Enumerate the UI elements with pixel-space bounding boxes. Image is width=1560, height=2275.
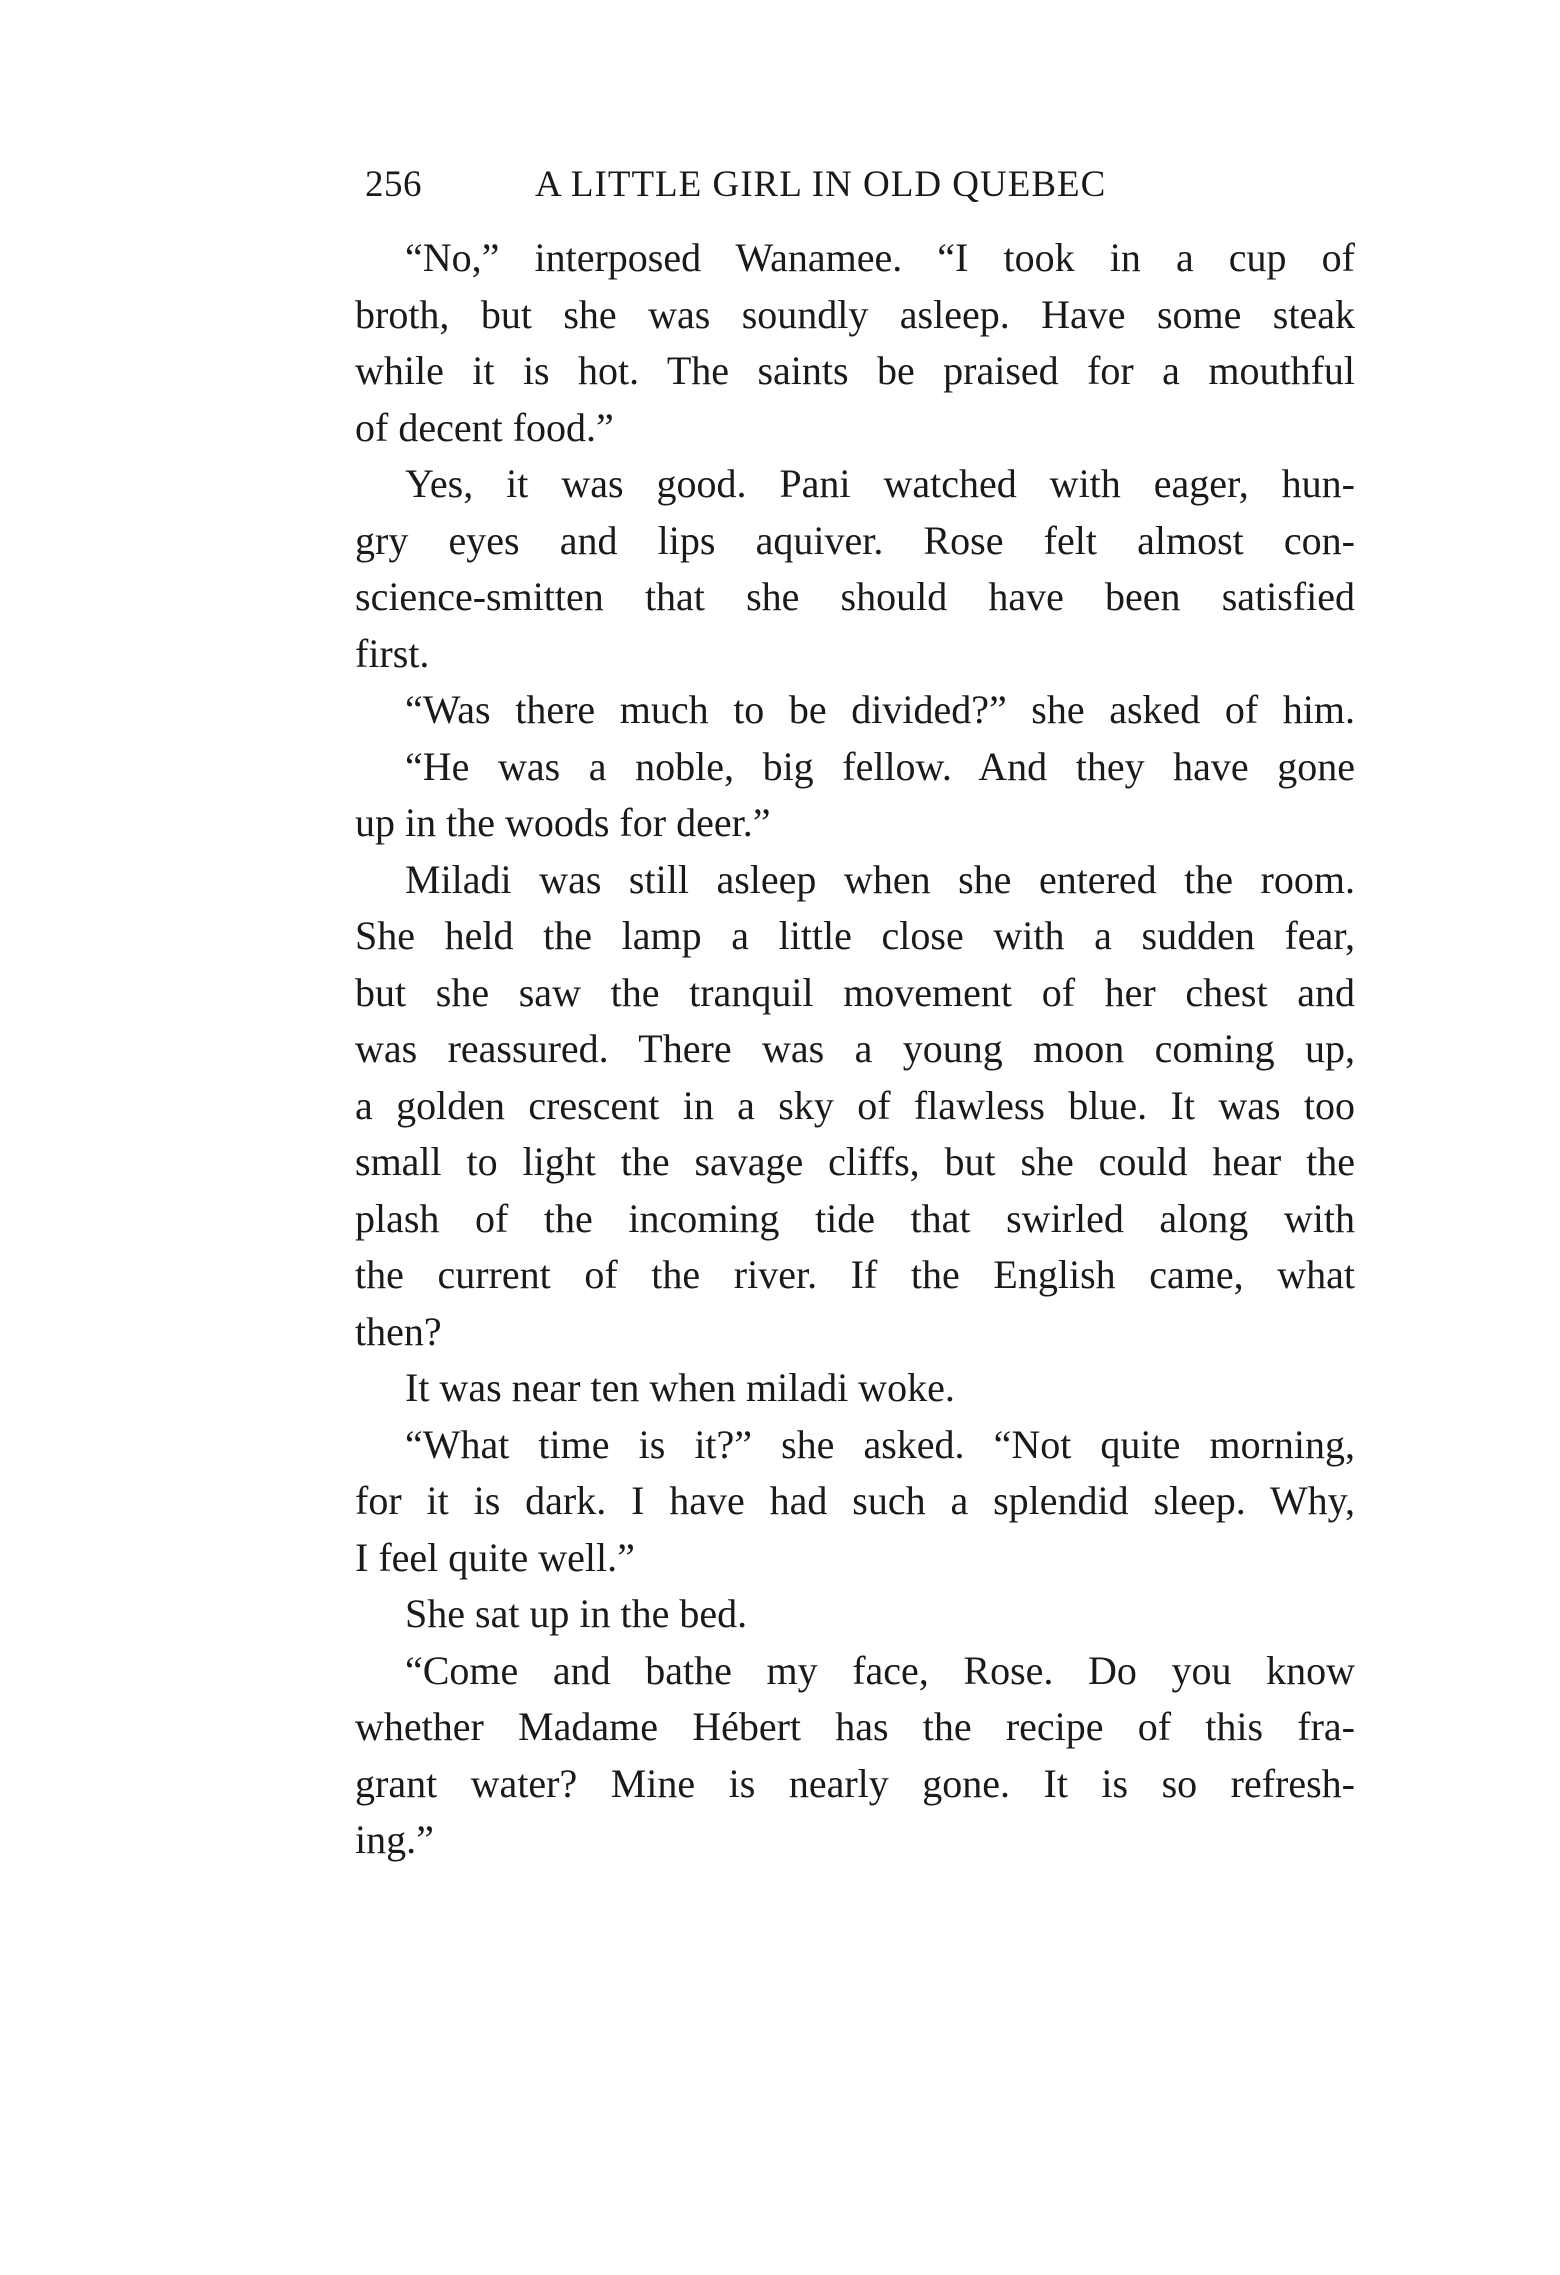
text-line: a golden crescent in a sky of flawless blue. It was too <box>355 1082 1355 1128</box>
paragraph <box>355 682 1355 739</box>
text-line: whether Madame Hébert has the recipe of this fra- <box>355 1704 1355 1749</box>
paragraph <box>355 1586 1355 1643</box>
text-line: for it is dark. I have had such a splendid sleep. Why, <box>355 1478 1355 1523</box>
running-title: A LITTLE GIRL IN OLD QUEBEC <box>535 164 1107 205</box>
page-number: 256 <box>365 164 422 205</box>
text-line: “Come and bathe my face, Rose. Do you know <box>405 1647 1355 1693</box>
text-line: first. <box>355 630 430 676</box>
text-line: small to light the savage cliffs, but she could hear the <box>355 1139 1355 1184</box>
paragraph <box>355 230 1355 456</box>
text-line: plash of the incoming tide that swirled along with <box>355 1195 1355 1241</box>
text-line: “Was there much to be divided?” she asked of him. <box>405 687 1355 732</box>
paragraph <box>355 1643 1355 1869</box>
text-line: Miladi was still asleep when she entered the room. <box>405 856 1355 902</box>
text-line: of decent food.” <box>355 404 614 450</box>
text-line: then? <box>355 1308 442 1354</box>
text-line: was reassured. There was a young moon coming up, <box>355 1026 1355 1071</box>
paragraph <box>355 739 1355 852</box>
text-line: grant water? Mine is nearly gone. It is so refresh- <box>355 1760 1355 1806</box>
paragraph <box>355 1360 1355 1417</box>
text-line: broth, but she was soundly asleep. Have some steak <box>355 291 1355 337</box>
text-line: but she saw the tranquil movement of her chest and <box>355 969 1355 1015</box>
text-line: ing.” <box>355 1817 434 1862</box>
text-line: science-smitten that she should have been satisfied <box>355 574 1355 619</box>
text-line: gry eyes and lips aquiver. Rose felt almost con- <box>355 517 1355 563</box>
text-line: “He was a noble, big fellow. And they have gone <box>405 743 1355 789</box>
body-text <box>355 230 1355 1869</box>
text-line: up in the woods for deer.” <box>355 800 771 845</box>
paragraph <box>355 852 1355 1361</box>
text-line: She held the lamp a little close with a sudden fear, <box>355 913 1355 958</box>
text-line: while it is hot. The saints be praised for a mouthful <box>355 348 1355 393</box>
text-line: “No,” interposed Wanamee. “I took in a cup of <box>405 235 1355 280</box>
paragraph <box>355 1417 1355 1587</box>
text-line: I feel quite well.” <box>355 1534 635 1580</box>
text-line: “What time is it?” she asked. “Not quite morning, <box>405 1421 1355 1467</box>
page-header <box>365 155 1355 215</box>
text-line: the current of the river. If the English came, what <box>355 1252 1355 1297</box>
text-line: She sat up in the bed. <box>405 1591 748 1636</box>
text-line: It was near ten when miladi woke. <box>405 1365 955 1410</box>
text-line: Yes, it was good. Pani watched with eager, hun- <box>405 461 1355 506</box>
paragraph <box>355 456 1355 682</box>
